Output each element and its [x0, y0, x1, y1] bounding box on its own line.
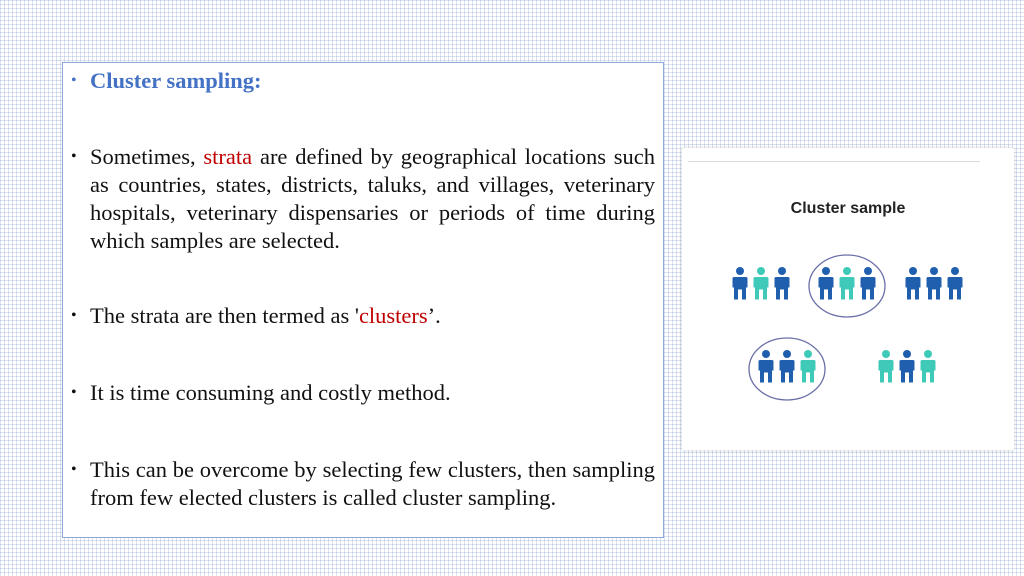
- cluster-group: [906, 267, 963, 300]
- text-strata: strata: [203, 144, 253, 169]
- text-pre: Sometimes,: [90, 144, 196, 169]
- person-icon: [948, 267, 963, 300]
- text-clusters: clusters: [358, 303, 428, 328]
- cluster-group: [749, 338, 825, 400]
- heading-text: Cluster sampling:: [90, 68, 262, 93]
- bullet-dot: •: [71, 461, 77, 478]
- text-pre: The strata are then termed as ': [90, 303, 359, 328]
- person-icon: [906, 267, 921, 300]
- bullet-dot: •: [71, 307, 77, 324]
- person-icon: [733, 267, 748, 300]
- bullet-dot: •: [71, 72, 77, 89]
- person-icon: [775, 267, 790, 300]
- bullet-dot: •: [71, 148, 77, 165]
- bullet-dot: •: [71, 384, 77, 401]
- cluster-group: [879, 350, 936, 383]
- person-icon: [754, 267, 769, 300]
- bullet-clusters: [69, 302, 655, 330]
- person-icon: [840, 267, 855, 300]
- person-icon: [921, 350, 936, 383]
- bullet-overcome: [69, 456, 655, 512]
- person-icon: [819, 267, 834, 300]
- person-icon: [759, 350, 774, 383]
- person-icon: [927, 267, 942, 300]
- cluster-group: [809, 255, 885, 317]
- bullet-costly: [69, 379, 655, 407]
- cluster-sample-figure: [682, 148, 1014, 450]
- person-icon: [801, 350, 816, 383]
- cluster-group: [733, 267, 790, 300]
- bullet-text: [90, 143, 655, 255]
- cluster-diagram: [682, 148, 1014, 450]
- bullet-text: It is time consuming and costly method.: [90, 380, 451, 405]
- bullet-strata-definition: [69, 143, 655, 255]
- bullet-text: [90, 302, 655, 330]
- bullet-heading: [69, 67, 655, 95]
- person-icon: [861, 267, 876, 300]
- text-post: are defined by geographical locations such as countries, states, districts, taluks, and villages, veterinary hospitals, veterinary dispensaries or periods of time during which samples are selected.: [90, 144, 656, 253]
- text-post: ’.: [427, 303, 441, 328]
- person-icon: [900, 350, 915, 383]
- text-box: [62, 62, 664, 538]
- bullet-text: This can be overcome by selecting few clusters, then sampling from few elected clusters is called cluster sampling.: [90, 457, 655, 510]
- person-icon: [879, 350, 894, 383]
- figure-title: Cluster sample: [790, 200, 906, 217]
- person-icon: [780, 350, 795, 383]
